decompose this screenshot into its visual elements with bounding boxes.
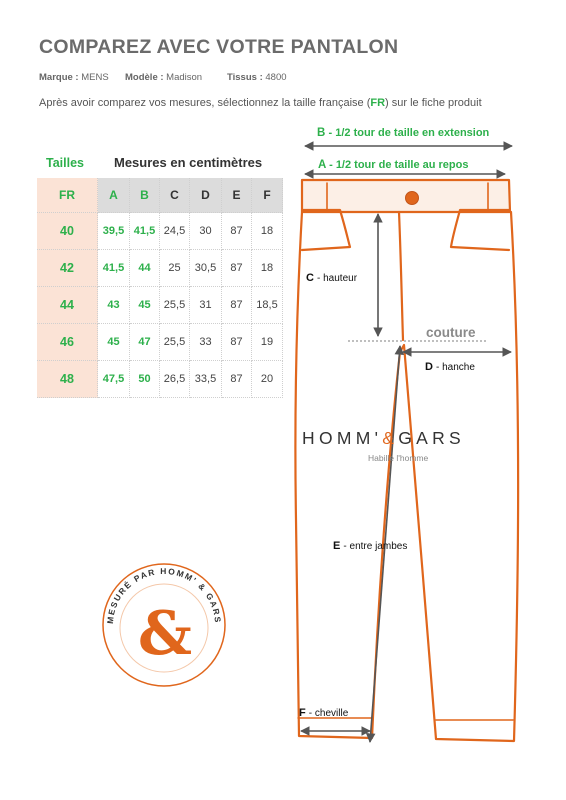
brand-tagline: Habille l'homme <box>368 453 429 463</box>
left-pocket <box>302 210 350 250</box>
pants-body <box>295 212 518 741</box>
fly-seam <box>399 212 403 340</box>
measure-c-cell: 24,5 <box>160 213 190 250</box>
measure-c-cell: 26,5 <box>160 361 190 398</box>
measure-d-cell: 33,5 <box>190 361 222 398</box>
size-cell: 48 <box>37 361 98 398</box>
col-header-e: E <box>222 178 252 213</box>
modele-info: Modèle : Madison <box>125 72 203 83</box>
measure-f-cell: 19 <box>252 324 283 361</box>
col-header-d: D <box>190 178 222 213</box>
stamp-ampersand: & <box>137 599 193 669</box>
measure-f-cell: 20 <box>252 361 283 398</box>
measure-b-cell: 41,5 <box>130 213 160 250</box>
couture-label: couture <box>426 325 476 340</box>
right-pocket <box>451 210 509 250</box>
col-header-f: F <box>252 178 283 213</box>
label-f: F - cheville <box>299 707 349 719</box>
measure-e-cell: 87 <box>222 324 252 361</box>
brand-logo: HOMM'&GARS <box>302 428 466 448</box>
col-header-fr: FR <box>37 178 98 213</box>
size-cell: 46 <box>37 324 98 361</box>
measure-c-cell: 25 <box>160 250 190 287</box>
tissus-info: Tissus : 4800 <box>227 72 287 83</box>
measure-c-cell: 25,5 <box>160 287 190 324</box>
col-header-b: B <box>130 178 160 213</box>
measure-d-cell: 30 <box>190 213 222 250</box>
measure-a-cell: 39,5 <box>98 213 130 250</box>
tailles-heading: Tailles <box>46 156 84 170</box>
measure-b-cell: 44 <box>130 250 160 287</box>
label-d: D - hanche <box>425 361 475 373</box>
measure-b-cell: 45 <box>130 287 160 324</box>
stamp-text: MESURÉ PAR HOMM' & GARS <box>104 565 224 625</box>
measure-e-cell: 87 <box>222 361 252 398</box>
measure-f-cell: 18 <box>252 250 283 287</box>
measure-e-cell: 87 <box>222 250 252 287</box>
page-title: COMPAREZ AVEC VOTRE PANTALON <box>39 36 399 58</box>
intro-text: Après avoir comparez vos mesures, sélectionnez la taille française (FR) sur le fiche produit <box>39 97 482 109</box>
label-a: A - 1/2 tour de taille au repos <box>318 159 469 171</box>
size-cell: 40 <box>37 213 98 250</box>
measure-f-cell: 18,5 <box>252 287 283 324</box>
label-e: E - entre jambes <box>333 540 408 552</box>
col-header-c: C <box>160 178 190 213</box>
waist-button <box>406 192 419 205</box>
measure-e-cell: 87 <box>222 213 252 250</box>
measure-a-cell: 41,5 <box>98 250 130 287</box>
measure-d-cell: 30,5 <box>190 250 222 287</box>
measure-b-cell: 50 <box>130 361 160 398</box>
label-b: B - 1/2 tour de taille en extension <box>317 127 490 139</box>
measure-a-cell: 43 <box>98 287 130 324</box>
measure-a-cell: 45 <box>98 324 130 361</box>
measure-f-cell: 18 <box>252 213 283 250</box>
size-cell: 42 <box>37 250 98 287</box>
marque-info: Marque : MENS <box>39 72 109 83</box>
size-cell: 44 <box>37 287 98 324</box>
measure-b-cell: 47 <box>130 324 160 361</box>
measure-a-cell: 47,5 <box>98 361 130 398</box>
measure-d-cell: 31 <box>190 287 222 324</box>
measure-e-cell: 87 <box>222 287 252 324</box>
measure-d-cell: 33 <box>190 324 222 361</box>
mesures-heading: Mesures en centimètres <box>114 155 263 170</box>
measure-c-cell: 25,5 <box>160 324 190 361</box>
col-header-a: A <box>98 178 130 213</box>
label-c: C - hauteur <box>306 272 358 284</box>
